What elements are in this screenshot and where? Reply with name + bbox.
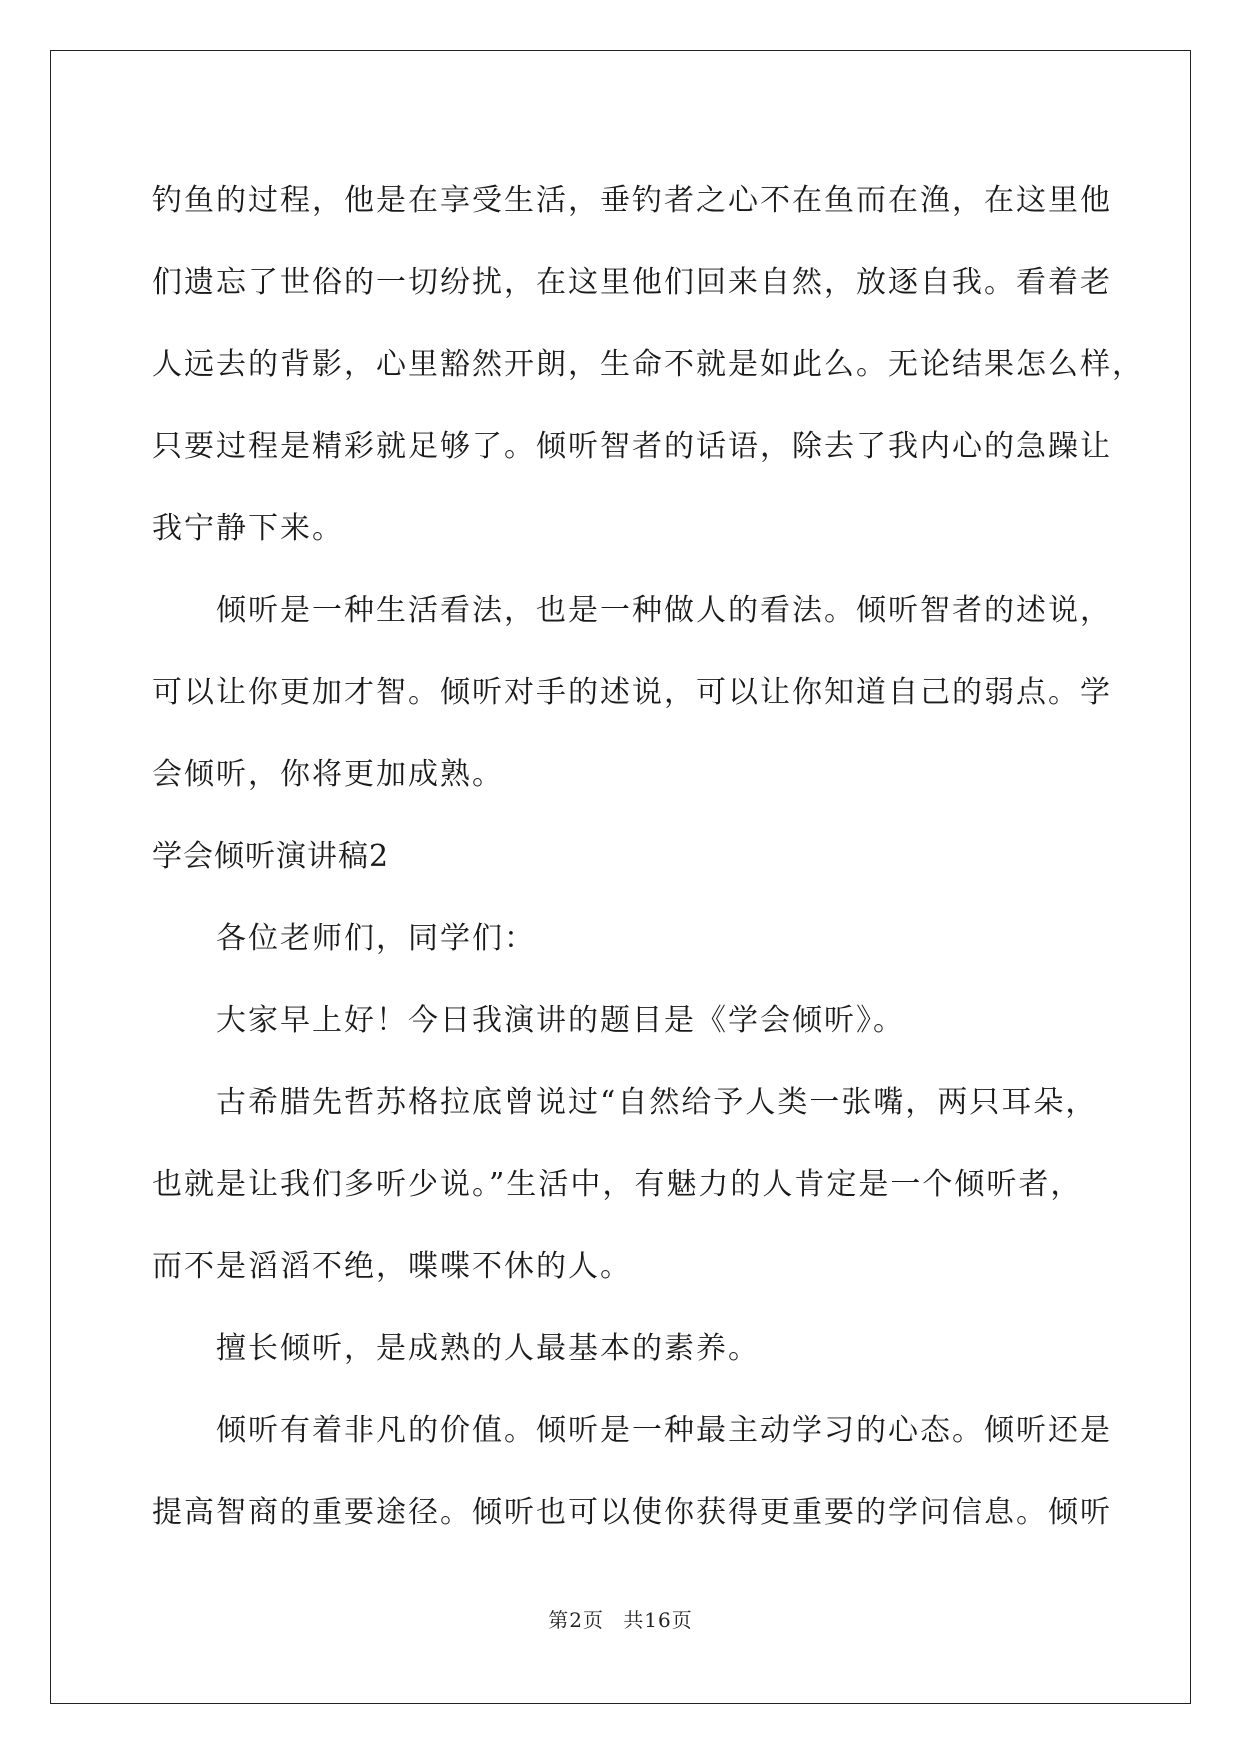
text-line: 人远去的背影，心里豁然开朗，生命不就是如此么。无论结果怎么样， (152, 347, 1144, 382)
text-line: 我宁静下来。 (152, 511, 344, 546)
page-footer (0, 1604, 1241, 1633)
text-line: 提高智商的重要途径。倾听也可以使你获得更重要的学问信息。倾听 (152, 1495, 1112, 1530)
text-line: 只要过程是精彩就足够了。倾听智者的话语，除去了我内心的急躁让 (152, 429, 1112, 464)
section-heading: 学会倾听演讲稿2 (152, 839, 390, 874)
page-number: 第2页 (548, 1608, 604, 1632)
text-line: 古希腊先哲苏格拉底曾说过“自然给予人类一张嘴，两只耳朵， (216, 1085, 1098, 1120)
text-line: 钓鱼的过程，他是在享受生活，垂钓者之心不在鱼而在渔，在这里他 (152, 183, 1112, 218)
text-line: 各位老师们，同学们： (216, 921, 536, 956)
text-line: 倾听是一种生活看法，也是一种做人的看法。倾听智者的述说， (216, 593, 1112, 628)
document-body (152, 160, 1144, 1554)
text-line: 可以让你更加才智。倾听对手的述说，可以让你知道自己的弱点。学 (152, 675, 1112, 710)
text-line: 们遗忘了世俗的一切纷扰，在这里他们回来自然，放逐自我。看着老 (152, 265, 1112, 300)
text-line: 大家早上好！今日我演讲的题目是《学会倾听》。 (216, 1003, 905, 1038)
text-line: 倾听有着非凡的价值。倾听是一种最主动学习的心态。倾听还是 (216, 1413, 1112, 1448)
text-line: 会倾听，你将更加成熟。 (152, 757, 504, 792)
text-line: 而不是滔滔不绝，喋喋不休的人。 (152, 1249, 632, 1284)
text-line: 也就是让我们多听少说。”生活中，有魅力的人肯定是一个倾听者， (152, 1167, 1083, 1202)
text-line: 擅长倾听，是成熟的人最基本的素养。 (216, 1331, 760, 1366)
page-total: 共16页 (623, 1608, 693, 1632)
